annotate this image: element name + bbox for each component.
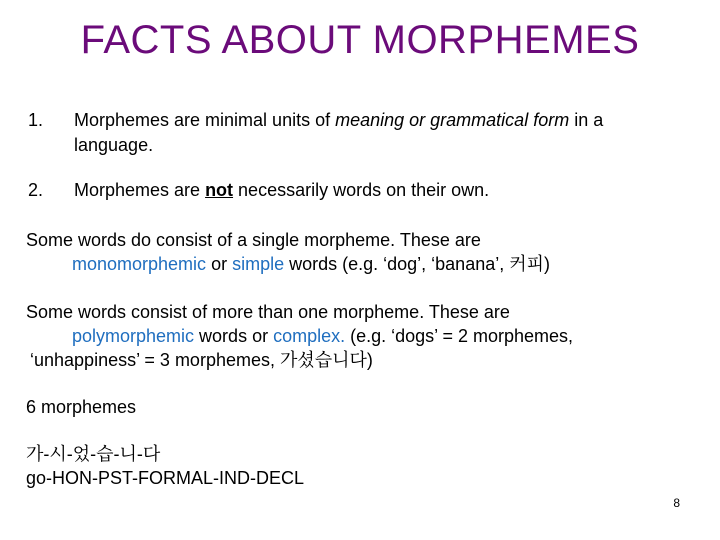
monomorphemic-rest: words (e.g. ‘dog’, ‘banana’, 커피) <box>284 254 550 274</box>
point-1-text-a: Morphemes are minimal units of <box>74 110 336 130</box>
morpheme-gloss: go-HON-PST-FORMAL-IND-DECL <box>26 468 305 488</box>
polymorphemic-line-2 <box>26 324 696 348</box>
polymorphemic-line-1: Some words consist of more than one morpheme. These are <box>26 302 510 322</box>
polymorphemic-paragraph <box>26 300 696 372</box>
point-1-number: 1. <box>28 110 44 130</box>
point-2-number: 2. <box>28 180 44 200</box>
point-2-text-b: necessarily words on their own. <box>233 180 490 200</box>
polymorphemic-line-3: ‘unhappiness’ = 3 morphemes, 가셨습니다) <box>30 350 373 370</box>
point-2-text <box>74 178 694 203</box>
term-complex: complex. <box>273 326 346 346</box>
point-2-underlined: not <box>205 180 234 200</box>
monomorphemic-paragraph <box>26 228 696 276</box>
slide-title: FACTS ABOUT MORPHEMES <box>80 18 640 62</box>
term-polymorphemic: polymorphemic <box>72 326 195 346</box>
polymorphemic-rest: (e.g. ‘dogs’ = 2 morphemes, <box>345 326 574 346</box>
monomorphemic-line-2 <box>26 252 696 276</box>
term-monomorphemic: monomorphemic <box>72 254 207 274</box>
page-number: 8 <box>673 496 680 510</box>
point-1-text-c: language. <box>74 135 154 155</box>
korean-segmented: 가-시-었-습-니-다 <box>26 444 161 464</box>
point-1-text-b: in a <box>569 110 604 130</box>
point-2-text-a: Morphemes are <box>74 180 206 200</box>
point-1-emphasis: meaning or grammatical form <box>335 110 570 130</box>
morpheme-count: 6 morphemes <box>26 397 137 417</box>
monomorphemic-line-1: Some words do consist of a single morpheme. These are <box>26 230 481 250</box>
point-1-text <box>74 108 694 158</box>
polymorphemic-mid: words or <box>194 326 274 346</box>
monomorphemic-or: or <box>206 254 233 274</box>
term-simple: simple <box>232 254 285 274</box>
